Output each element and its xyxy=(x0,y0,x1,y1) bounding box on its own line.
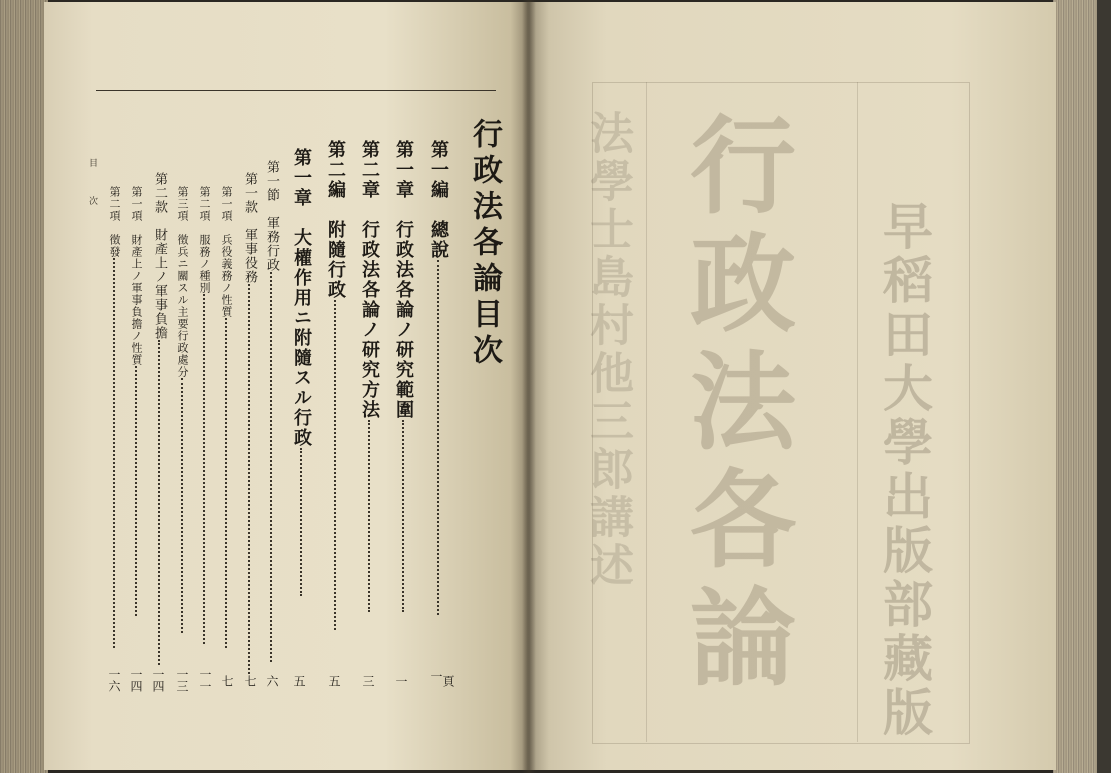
toc-entry-label: 第一章 大權作用ニ附隨スル行政 xyxy=(291,148,312,448)
toc-entry-label: 第二編 附隨行政 xyxy=(325,140,346,300)
toc-leader-dots xyxy=(300,448,302,596)
toc-entry-sec1 xyxy=(262,160,281,662)
toc-entry-art1 xyxy=(240,172,259,674)
toc-entry-label: 第一款 軍事役務 xyxy=(242,172,257,284)
toc-page-number: 五 xyxy=(292,675,306,687)
toc-leader-dots xyxy=(113,258,115,648)
toc-page-label: 頁 xyxy=(441,675,455,687)
header-rule xyxy=(96,90,496,91)
toc-entry-item1 xyxy=(218,186,234,648)
toc-page-number: 五 xyxy=(327,675,341,687)
ghost-author: 法學士島村他三郎講述 xyxy=(582,110,633,590)
toc-entry-label: 第一節 軍務行政 xyxy=(264,160,279,272)
toc-entry-item5 xyxy=(106,186,122,648)
toc-entry-item2 xyxy=(196,186,212,644)
margin-mark: 目 xyxy=(87,158,97,167)
toc-page-number: 一 xyxy=(394,675,408,687)
toc-leader-dots xyxy=(334,300,336,630)
toc-page-number: 一三 xyxy=(175,668,189,692)
toc-leader-dots xyxy=(248,284,250,674)
toc-page-number: 六 xyxy=(265,675,279,687)
toc-entry-label: 第一編 總說 xyxy=(428,140,449,260)
toc-entry-label: 第二章 行政法各論ノ研究方法 xyxy=(359,140,380,420)
toc-entry-ch1 xyxy=(390,140,416,680)
toc-leader-dots xyxy=(402,420,404,612)
toc-leader-dots xyxy=(203,294,205,644)
ghost-title: 行政法各論 xyxy=(673,110,798,700)
toc-leader-dots xyxy=(225,318,227,648)
toc-leader-dots xyxy=(368,420,370,612)
page-edges-left xyxy=(0,0,48,773)
toc-leader-dots xyxy=(158,340,160,665)
toc-entry-ch2 xyxy=(356,140,382,680)
toc-entry-label: 第三項 徵兵ニ關スル主要行政處分 xyxy=(176,186,189,378)
toc-page-number: 一六 xyxy=(107,668,121,692)
toc-page-number: 三 xyxy=(361,675,375,687)
toc-entry-art2 xyxy=(150,172,169,665)
toc-page-number: 七 xyxy=(220,675,234,687)
toc-entry-label: 第二項 徵發 xyxy=(108,186,121,258)
ghost-publisher: 早稻田大學出版部藏版 xyxy=(875,200,934,740)
toc-entry-part2 xyxy=(322,140,348,680)
page-edges-right xyxy=(1053,0,1111,773)
toc-page-number: 一一 xyxy=(198,668,212,692)
toc-title: 行政法各論目次 xyxy=(467,118,502,370)
toc-page-number: 一四 xyxy=(151,668,165,692)
toc-entry-label: 第二款 財產上ノ軍事負擔 xyxy=(152,172,167,340)
toc-leader-dots xyxy=(437,260,439,615)
margin-mark: 次 xyxy=(87,196,97,205)
toc-entry-part1 xyxy=(425,140,451,680)
toc-entry-item3 xyxy=(174,186,190,633)
toc-entry-label: 第一章 行政法各論ノ研究範圍 xyxy=(393,140,414,420)
book-spine-shadow xyxy=(522,0,536,773)
toc-entry-item4 xyxy=(128,186,144,616)
toc-page-number: 七 xyxy=(243,675,257,687)
toc-entry-label: 第一項 兵役義務ノ性質 xyxy=(220,186,233,318)
toc-leader-dots xyxy=(270,272,272,662)
toc-leader-dots xyxy=(181,378,183,633)
toc-leader-dots xyxy=(135,366,137,616)
toc-entry-label: 第一項 財產上ノ軍事負擔ノ性質 xyxy=(130,186,143,366)
toc-page-number: 一四 xyxy=(129,668,143,692)
toc-page-number: 一 xyxy=(429,670,443,682)
toc-entry-part2-ch1 xyxy=(288,148,314,678)
toc-entry-label: 第二項 服務ノ種別 xyxy=(198,186,211,294)
